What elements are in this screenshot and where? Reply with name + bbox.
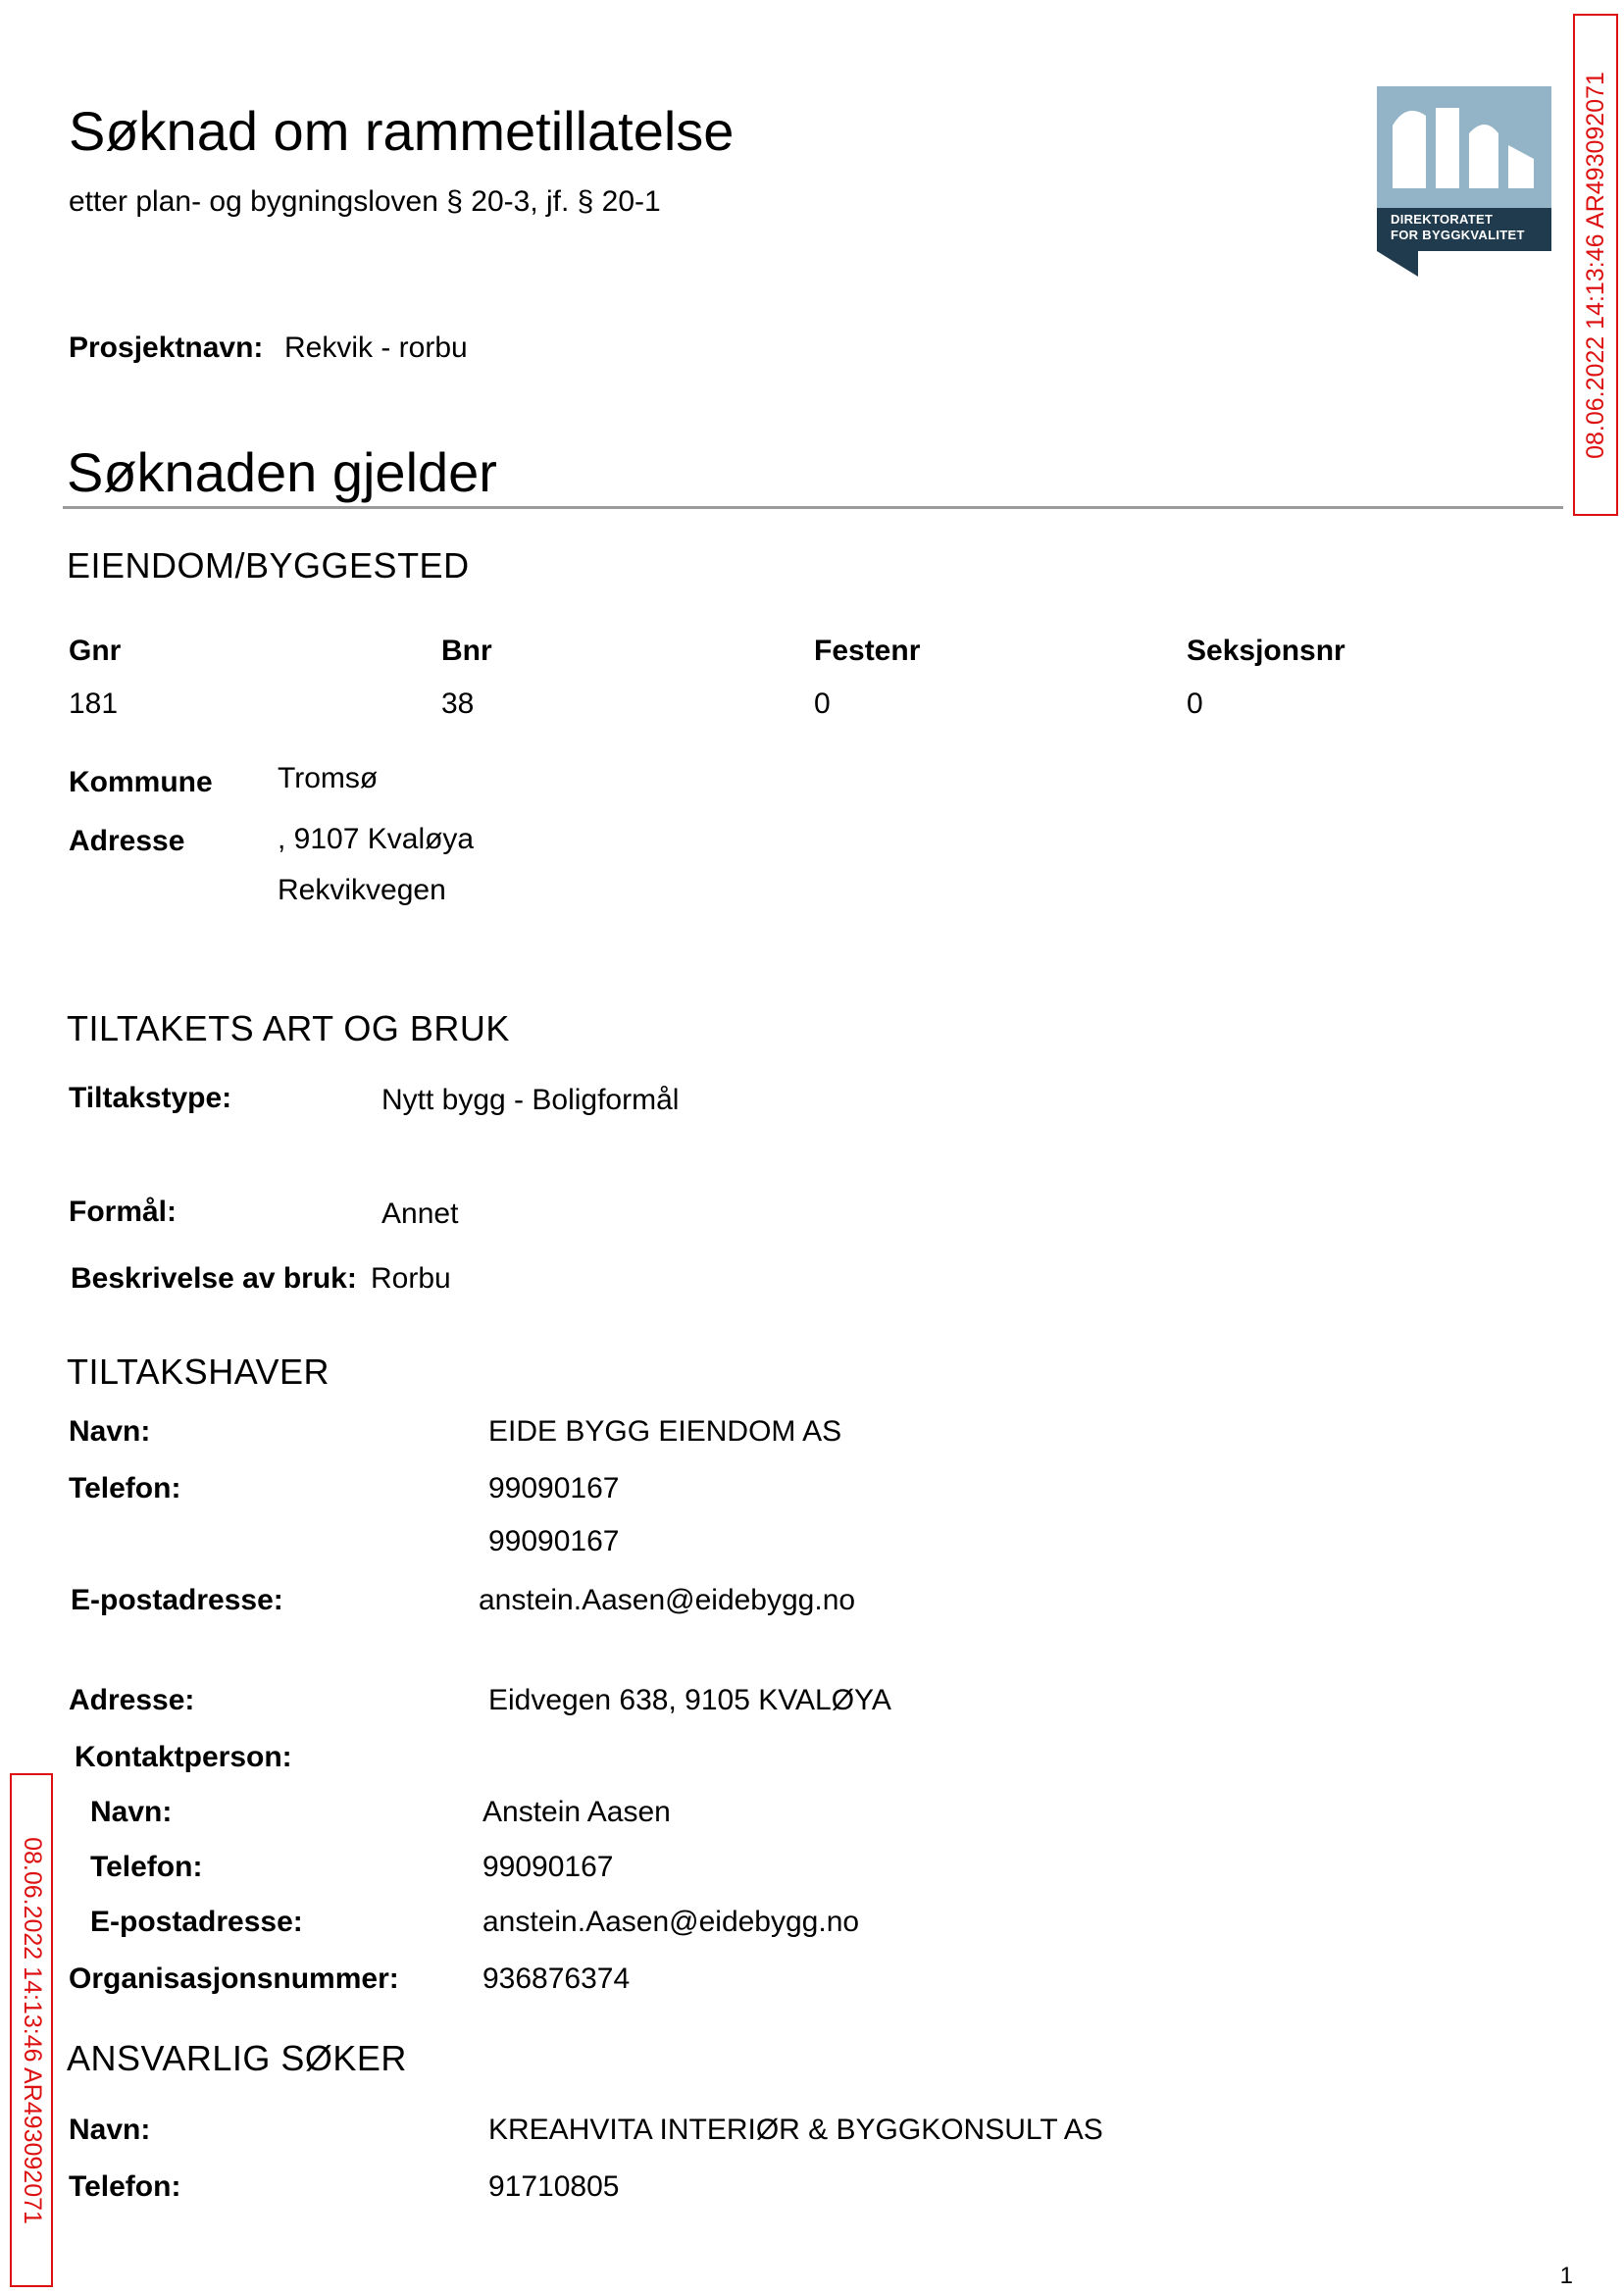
logo-graphic xyxy=(1377,86,1551,208)
stamp-text: 08.06.2022 14:13:46 AR493092071 xyxy=(1581,71,1609,459)
ansvarlig-telefon-value: 91710805 xyxy=(488,2170,620,2203)
logo-text-line2: FOR BYGGKVALITET xyxy=(1391,228,1525,242)
tiltakshaver-telefon-label: Telefon: xyxy=(69,1472,181,1504)
property-heading: EIENDOM/BYGGESTED xyxy=(67,545,470,586)
seksjonsnr-label: Seksjonsnr xyxy=(1187,635,1345,667)
dibk-logo xyxy=(1377,86,1551,277)
gnr-value: 181 xyxy=(69,688,119,720)
tiltakshaver-telefon-value: 99090167 xyxy=(488,1472,620,1504)
ansvarlig-navn-label: Navn: xyxy=(69,2114,151,2146)
project-name-label: Prosjektnavn: xyxy=(69,331,264,364)
tiltakshaver-epost-label: E-postadresse: xyxy=(71,1584,283,1616)
bnr-value: 38 xyxy=(441,688,475,720)
tiltakshaver-heading: TILTAKSHAVER xyxy=(67,1351,330,1392)
formal-value: Annet xyxy=(381,1198,459,1230)
kontakt-navn-value: Anstein Aasen xyxy=(482,1796,671,1828)
page-number: 1 xyxy=(1559,2263,1573,2289)
seksjonsnr-value: 0 xyxy=(1187,688,1203,720)
timestamp-stamp-bottom xyxy=(10,1773,53,2287)
kommune-value: Tromsø xyxy=(278,762,379,794)
tiltakstype-value: Nytt bygg - Boligformål xyxy=(381,1084,680,1116)
orgnr-label: Organisasjonsnummer: xyxy=(69,1963,399,1995)
bnr-label: Bnr xyxy=(441,635,492,667)
gnr-label: Gnr xyxy=(69,635,122,667)
logo-buildings-icon xyxy=(1377,86,1551,208)
tiltakshaver-navn-value: EIDE BYGG EIENDOM AS xyxy=(488,1415,842,1448)
logo-flag-icon xyxy=(1377,251,1418,277)
ansvarlig-heading: ANSVARLIG SØKER xyxy=(67,2038,407,2078)
kontaktperson-label: Kontaktperson: xyxy=(75,1741,292,1773)
tiltak-heading: TILTAKETS ART OG BRUK xyxy=(67,1008,510,1048)
adresse-label: Adresse xyxy=(69,825,185,857)
section-title: Søknaden gjelder xyxy=(67,441,497,503)
adresse-line2: Rekvikvegen xyxy=(278,874,446,906)
kontakt-navn-label: Navn: xyxy=(90,1796,173,1828)
kontakt-epost-label: E-postadresse: xyxy=(90,1906,303,1938)
project-name-value: Rekvik - rorbu xyxy=(284,331,468,364)
page-subtitle: etter plan- og bygningsloven § 20-3, jf. § 20-1 xyxy=(69,185,661,218)
kontakt-telefon-value: 99090167 xyxy=(482,1851,614,1883)
tiltakshaver-adresse-label: Adresse: xyxy=(69,1684,195,1716)
logo-caption xyxy=(1377,208,1551,251)
festenr-label: Festenr xyxy=(814,635,921,667)
tiltakstype-label: Tiltakstype: xyxy=(69,1082,232,1114)
tiltakshaver-adresse-value: Eidvegen 638, 9105 KVALØYA xyxy=(488,1684,891,1716)
kommune-label: Kommune xyxy=(69,766,213,798)
ansvarlig-telefon-label: Telefon: xyxy=(69,2170,181,2203)
tiltakshaver-telefon-value-2: 99090167 xyxy=(488,1525,620,1557)
bruk-label: Beskrivelse av bruk: xyxy=(71,1262,357,1295)
timestamp-stamp-top xyxy=(1573,14,1618,516)
section-divider xyxy=(63,506,1563,509)
orgnr-value: 936876374 xyxy=(482,1963,631,1995)
kontakt-telefon-label: Telefon: xyxy=(90,1851,203,1883)
kontakt-epost-value: anstein.Aasen@eidebygg.no xyxy=(482,1906,860,1938)
formal-label: Formål: xyxy=(69,1196,178,1228)
logo-text-line1: DIREKTORATET xyxy=(1391,212,1494,227)
adresse-line1: , 9107 Kvaløya xyxy=(278,823,475,855)
ansvarlig-navn-value: KREAHVITA INTERIØR & BYGGKONSULT AS xyxy=(488,2114,1103,2146)
stamp-text: 08.06.2022 14:13:46 AR493092071 xyxy=(18,1836,46,2224)
tiltakshaver-navn-label: Navn: xyxy=(69,1415,151,1448)
page-title: Søknad om rammetillatelse xyxy=(69,100,735,162)
festenr-value: 0 xyxy=(814,688,831,720)
bruk-value: Rorbu xyxy=(371,1262,451,1295)
tiltakshaver-epost-value: anstein.Aasen@eidebygg.no xyxy=(479,1584,856,1616)
